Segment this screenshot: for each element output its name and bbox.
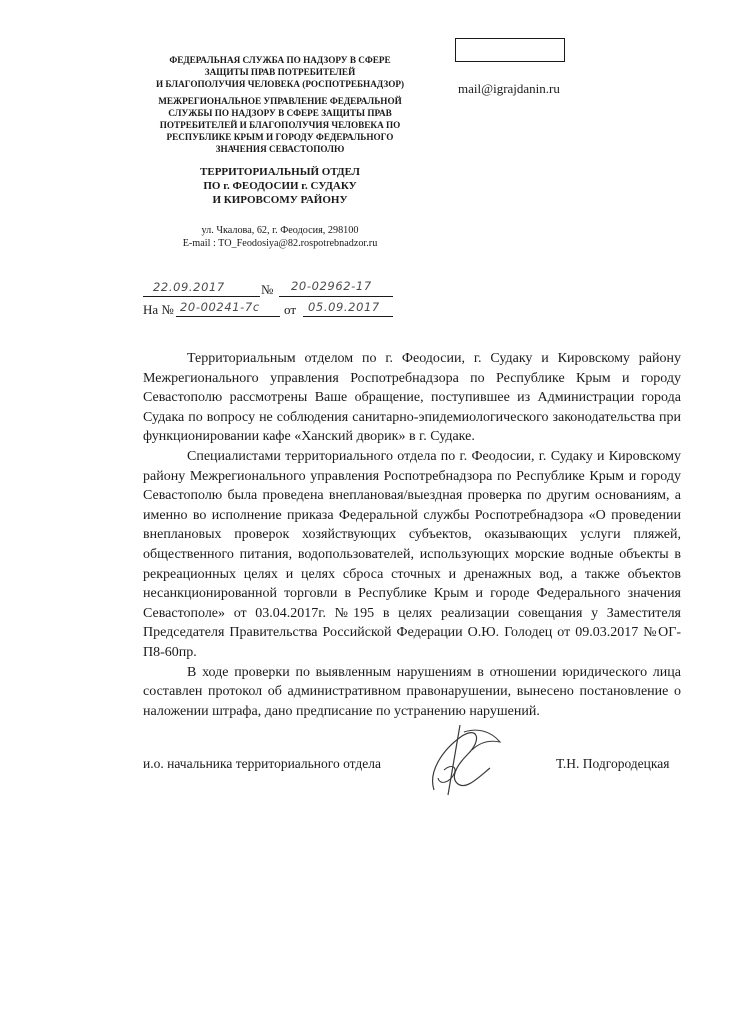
- redacted-recipient-box: [455, 38, 565, 62]
- agency-line: И БЛАГОПОЛУЧИЯ ЧЕЛОВЕКА (РОСПОТРЕБНАДЗОР): [155, 79, 405, 89]
- regional-line: ЗНАЧЕНИЯ СЕВАСТОПОЛЮ: [215, 144, 345, 154]
- sender-email: E-mail : TO_Feodosiya@82.rospotrebnadzor.ru: [182, 238, 378, 249]
- signatory-name: Т.Н. Подгородецкая: [556, 756, 670, 771]
- signatory-position: и.о. начальника территориального отдела: [143, 756, 381, 771]
- regional-line: МЕЖРЕГИОНАЛЬНОЕ УПРАВЛЕНИЕ ФЕДЕРАЛЬНОЙ: [158, 96, 402, 106]
- regional-line: РЕСПУБЛИКЕ КРЫМ И ГОРОДУ ФЕДЕРАЛЬНОГО: [166, 132, 394, 142]
- regional-office-name: [140, 95, 420, 155]
- reply-number: 20-00241-7с: [180, 300, 260, 314]
- recipient-email: mail@igrajdanin.ru: [458, 81, 560, 96]
- department-line: ПО г. ФЕОДОСИИ г. СУДАКУ: [203, 180, 357, 192]
- body-paragraph: В ходе проверки по выявленным нарушениям в отношении юридического лица составлен протокол об административном правонарушении, вынесено постановление о наложении штрафа, дано предписание по устранению нарушений.: [143, 664, 681, 719]
- registration-line-1: [143, 278, 393, 300]
- reply-date-underline: [303, 316, 393, 317]
- sender-address: ул. Чкалова, 62, г. Феодосия, 298100: [201, 225, 359, 236]
- department-name: [160, 165, 400, 207]
- number-underline: [279, 296, 393, 297]
- body-paragraph: Территориальным отделом по г. Феодосии, г. Судаку и Кировскому району Межрегионального управления Роспотребнадзора по Республике Крым и городу Севастополю рассмотрены Ваше обращение, поступившее из Администрации города Судака по вопросу не соблюдения санитарно-эпидемиологического законодательства при функционировании кафе «Ханский дворик» в г. Судаке.: [143, 351, 681, 445]
- reply-number-underline: [176, 316, 280, 317]
- body-paragraph: Специалистами территориального отдела по г. Феодосии, г. Судаку и Кировскому району Межрегионального управления Роспотребнадзора по Республике Крым и городу Севастополю была проведена внеплановая/выездная проверка по другим основаниям, а именно во исполнение приказа Федеральной службы Роспотребнадзора «О проведении внеплановых проверок хозяйствующих субъектов, оказывающих услуги пляжей, общественного питания, водопользователей, использующих морские водные объекты в рекреационных целях и целях сброса сточных и дренажных вод, а также объектов несанкционированной торговли в Республике Крым и городе Федерального значения Севастополе» от 03.04.2017г. №195 в целях реализации совещания у Заместителя Председателя Правительства Российской Федерации О.Ю. Голодец от 09.03.2017 №ОГ-П8-60пр.: [143, 448, 681, 660]
- registration-line-2: [143, 300, 393, 322]
- reply-date: 05.09.2017: [308, 300, 380, 314]
- registration-number: 20-02962-17: [291, 279, 372, 293]
- sender-address-block: [130, 224, 430, 250]
- agency-line: ФЕДЕРАЛЬНАЯ СЛУЖБА ПО НАДЗОРУ В СФЕРЕ: [169, 55, 391, 65]
- from-label: от: [284, 302, 297, 317]
- agency-line: ЗАЩИТЫ ПРАВ ПОТРЕБИТЕЛЕЙ: [204, 67, 356, 77]
- agency-name: [140, 54, 420, 90]
- regional-line: СЛУЖБЫ ПО НАДЗОРУ В СФЕРЕ ЗАЩИТЫ ПРАВ: [168, 108, 392, 118]
- in-reply-label: На №: [143, 302, 174, 317]
- date-underline: [143, 296, 260, 297]
- registration-date: 22.09.2017: [153, 280, 225, 294]
- handwritten-signature: [420, 720, 510, 800]
- department-line: И КИРОВСОМУ РАЙОНУ: [212, 194, 348, 206]
- regional-line: ПОТРЕБИТЕЛЕЙ И БЛАГОПОЛУЧИЯ ЧЕЛОВЕКА ПО: [159, 120, 401, 130]
- department-line: ТЕРРИТОРИАЛЬНЫЙ ОТДЕЛ: [200, 166, 360, 178]
- letter-body: [143, 349, 681, 721]
- number-label: №: [261, 282, 274, 297]
